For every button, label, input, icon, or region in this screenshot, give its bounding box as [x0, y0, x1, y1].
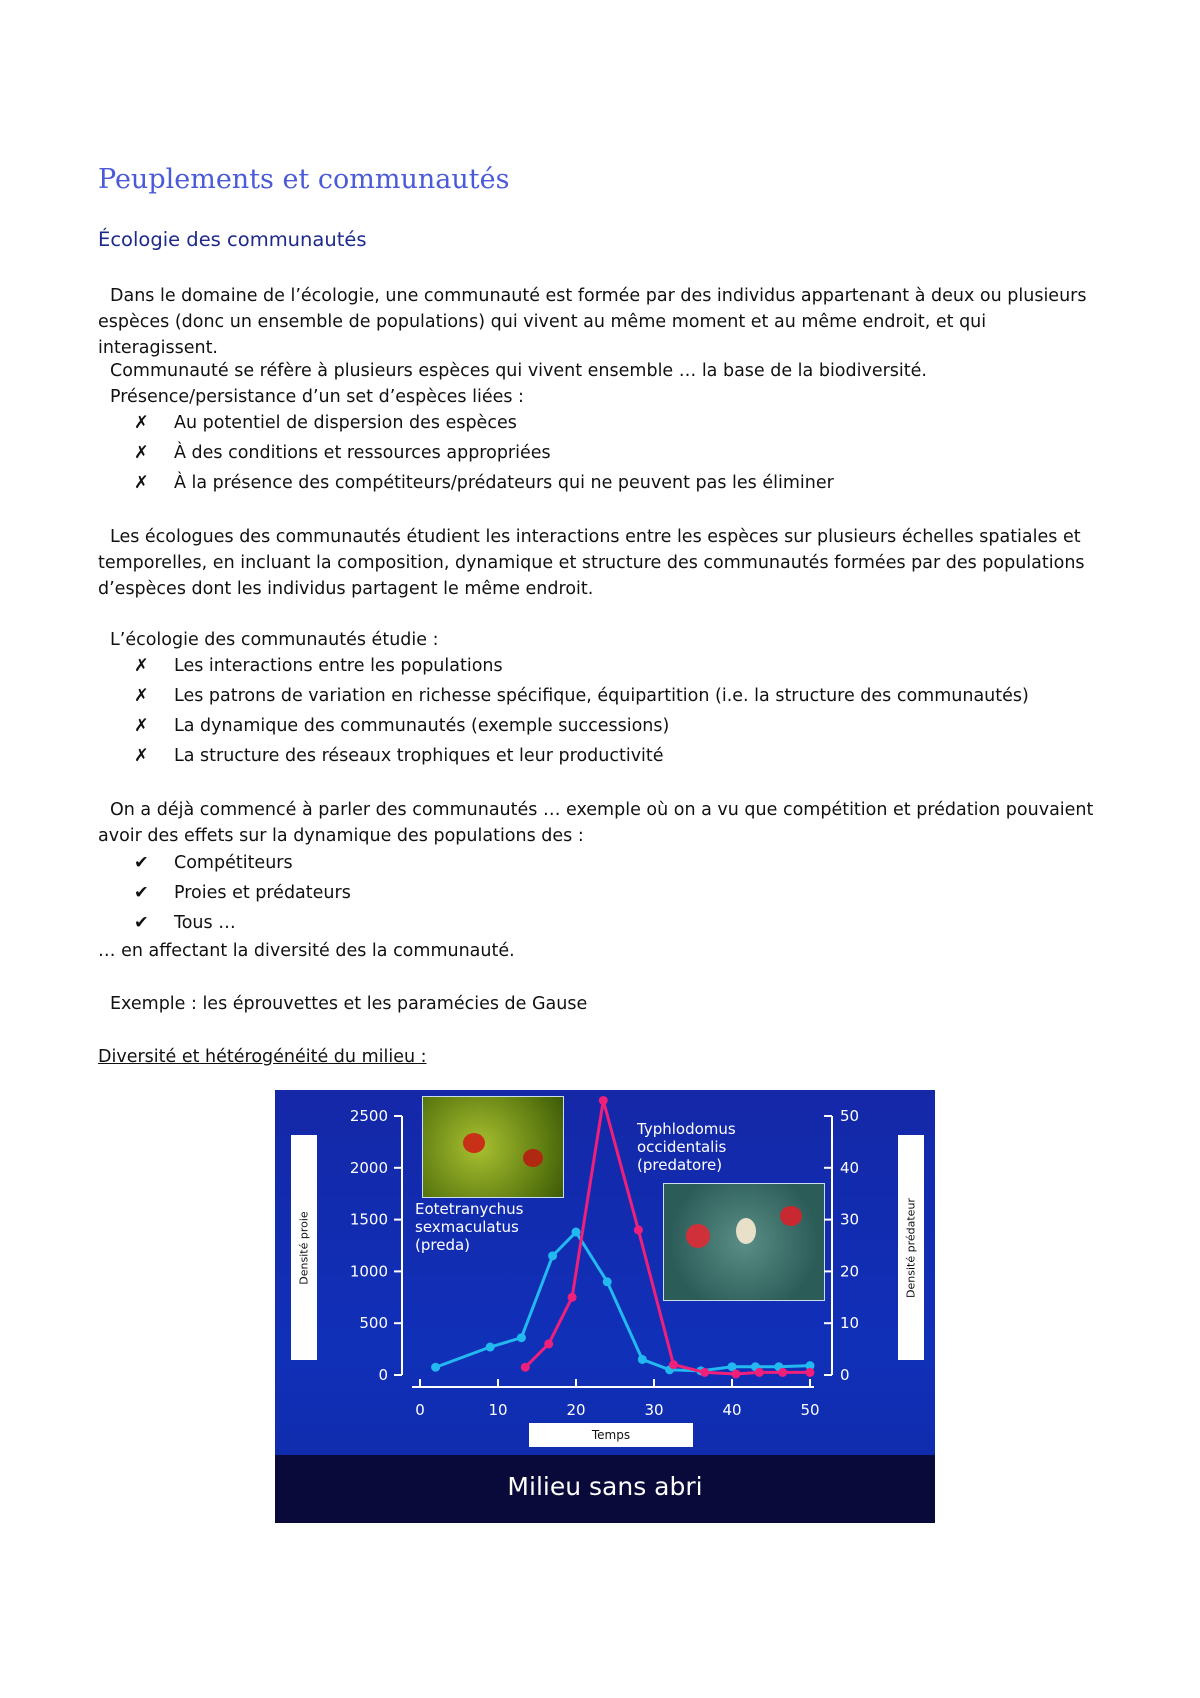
page-title: Peuplements et communautés: [98, 164, 510, 195]
figure-caption: Milieu sans abri: [507, 1472, 703, 1501]
right-axis-tick-label: 50: [840, 1107, 860, 1125]
right-axis-tick-label: 20: [840, 1262, 860, 1281]
prey-data-point: [517, 1333, 526, 1342]
predator-data-point: [731, 1369, 740, 1378]
prey-series-label: Eotetranychus sexmaculatus (preda): [415, 1200, 524, 1254]
list-item: ✗ À la présence des compétiteurs/prédateurs qui ne peuvent pas les éliminer: [134, 470, 834, 496]
paragraph-definition: Dans le domaine de l’écologie, une communauté est formée par des individus appartenant à deux ou plusieurs espèces (donc un ensemble de populations) qui vivent au même moment et au même endroit, et qui interagissent.: [98, 286, 1087, 358]
list-item: ✔ Compétiteurs: [134, 850, 293, 876]
predator-prey-figure: [275, 1090, 935, 1523]
x-axis-tick-label: 0: [415, 1401, 425, 1419]
right-axis-tick-label: 10: [840, 1314, 860, 1333]
right-axis-tick-label: 0: [840, 1366, 850, 1384]
cross-icon: ✗: [134, 686, 149, 706]
line-chart: [275, 1090, 935, 1455]
prey-data-point: [548, 1251, 557, 1260]
list-item: ✗ À des conditions et ressources appropriées: [134, 440, 551, 466]
section-heading: Écologie des communautés: [98, 228, 367, 251]
predator-data-point: [755, 1368, 764, 1377]
right-axis-tick-label: 30: [840, 1210, 860, 1229]
x-axis-tick-label: 50: [800, 1401, 820, 1419]
paragraph-line: … en affectant la diversité des la communauté.: [98, 941, 515, 961]
cross-icon: ✗: [134, 746, 149, 766]
paragraph-line: L’écologie des communautés étudie :: [110, 630, 439, 650]
left-axis-tick-label: 2500: [349, 1107, 388, 1125]
left-axis-tick-label: 1000: [349, 1262, 388, 1281]
left-axis-tick-label: 500: [359, 1314, 388, 1333]
prey-data-point: [431, 1363, 440, 1372]
prey-data-point: [572, 1228, 581, 1237]
cross-icon: ✗: [134, 656, 149, 676]
predator-data-point: [521, 1363, 530, 1372]
paragraph-line: Exemple : les éprouvettes et les paramécies de Gause: [110, 994, 588, 1014]
right-axis-tick-label: 40: [840, 1158, 860, 1177]
x-axis-label: Temps: [529, 1423, 693, 1447]
check-icon: ✔: [134, 913, 149, 933]
predator-data-point: [599, 1096, 608, 1105]
paragraph-ecologists: Les écologues des communautés étudient les interactions entre les espèces sur plusieurs échelles spatiales et temporelles, en incluant la composition, dynamique et structure des communautés formées par des populations d’espèces dont les individus partagent le même endroit.: [98, 527, 1085, 599]
list-item: ✗ Les interactions entre les populations: [134, 653, 503, 679]
cross-icon: ✗: [134, 716, 149, 736]
x-axis-tick-label: 30: [644, 1401, 664, 1419]
prey-data-point: [486, 1343, 495, 1352]
predator-series-label: Typhlodomus occidentalis (predatore): [637, 1120, 736, 1174]
prey-data-point: [603, 1277, 612, 1286]
check-icon: ✔: [134, 853, 149, 873]
cross-icon: ✗: [134, 473, 149, 493]
predator-data-point: [700, 1368, 709, 1377]
list-item: ✗ Au potentiel de dispersion des espèces: [134, 410, 517, 436]
left-axis-tick-label: 1500: [349, 1210, 388, 1229]
list-item: ✗ La structure des réseaux trophiques et leur productivité: [134, 743, 664, 769]
cross-icon: ✗: [134, 413, 149, 433]
predator-data-point: [568, 1293, 577, 1302]
predator-data-point: [634, 1225, 643, 1234]
x-axis-tick-label: 10: [488, 1401, 508, 1419]
predator-data-point: [806, 1368, 815, 1377]
x-axis-tick-label: 20: [566, 1401, 586, 1419]
paragraph-line: Communauté se réfère à plusieurs espèces qui vivent ensemble … la base de la biodiversité.: [110, 361, 927, 381]
paragraph-competition: On a déjà commencé à parler des communautés … exemple où on a vu que compétition et prédation pouvaient avoir des effets sur la dynamique des populations des :: [98, 800, 1094, 846]
left-axis-tick-label: 0: [378, 1366, 388, 1384]
x-axis-tick-label: 40: [722, 1401, 742, 1419]
prey-data-point: [638, 1355, 647, 1364]
list-item: ✗ Les patrons de variation en richesse spécifique, équipartition (i.e. la structure des communautés): [134, 683, 1029, 709]
cross-icon: ✗: [134, 443, 149, 463]
left-axis-tick-label: 2000: [349, 1158, 388, 1177]
predator-data-point: [778, 1368, 787, 1377]
paragraph-line: Présence/persistance d’un set d’espèces liées :: [110, 387, 524, 407]
predator-data-point: [544, 1339, 553, 1348]
section-link: Diversité et hétérogénéité du milieu :: [98, 1047, 427, 1067]
list-item: ✔ Proies et prédateurs: [134, 880, 351, 906]
list-item: ✗ La dynamique des communautés (exemple successions): [134, 713, 669, 739]
list-item: ✔ Tous …: [134, 910, 236, 936]
check-icon: ✔: [134, 883, 149, 903]
predator-series-line: [525, 1100, 810, 1374]
right-axis-label: Densité prédateur: [904, 1197, 918, 1298]
left-axis-label: Densité proie: [297, 1210, 311, 1285]
predator-data-point: [669, 1360, 678, 1369]
